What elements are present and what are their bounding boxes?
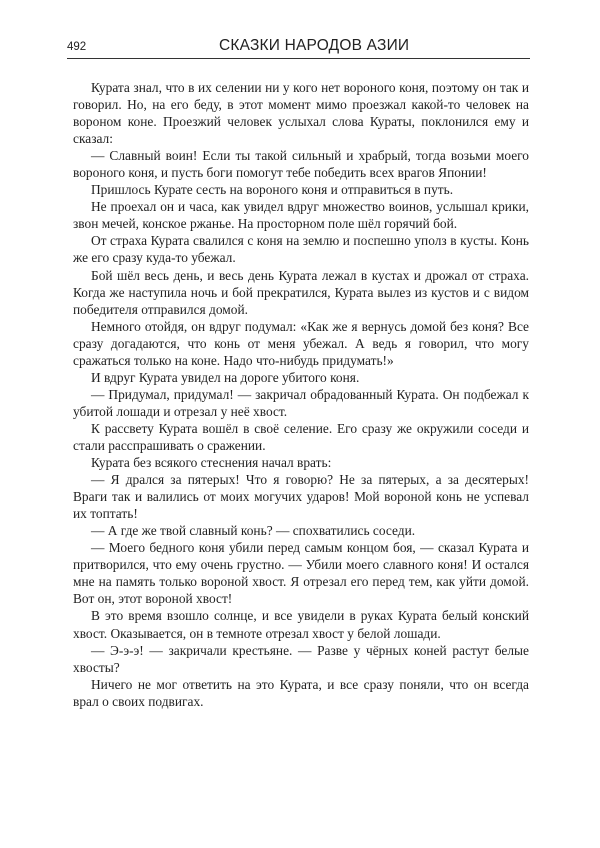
paragraph: Бой шёл весь день, и весь день Курата лежал в кустах и дрожал от страха. Когда же наступила ночь и бой прекратился, Курата вылез из кустов и с видом победителя отправился домой. [73, 267, 529, 317]
paragraph: Курата знал, что в их селении ни у кого нет вороного коня, поэтому он так и говорил. Но, на его беду, в этот момент мимо проезжал какой-то человек на вороном коне. Проезжий человек услыхал слова Кураты, поклонился ему и сказал: [73, 80, 529, 147]
paragraph: — Придумал, придумал! — закричал обрадованный Курата. Он подбежал к убитой лошади и отрезал у неё хвост. [73, 386, 529, 419]
paragraph: От страха Курата свалился с коня на землю и поспешно уполз в кусты. Конь же его сразу куда-то убежал. [73, 233, 529, 266]
paragraph: — Славный воин! Если ты такой сильный и храбрый, тогда возьми моего вороного коня, и пусть боги помогут тебе победить всех врагов Японии! [73, 148, 529, 181]
paragraph: — А где же твой славный конь? — спохватились соседи. [91, 523, 416, 539]
paragraph: Пришлось Курате сесть на вороного коня и отправиться в путь. [91, 182, 454, 198]
page-header [67, 36, 530, 59]
running-title: СКАЗКИ НАРОДОВ АЗИИ [219, 37, 410, 54]
page-number: 492 [67, 41, 87, 53]
paragraph: К рассвету Курата вошёл в своё селение. Его сразу же окружили соседи и стали расспрашивать о сражении. [73, 420, 529, 453]
story-text [73, 79, 529, 710]
paragraph: Курата без всякого стеснения начал врать: [91, 455, 332, 471]
paragraph: В это время взошло солнце, и все увидели в руках Курата белый конский хвост. Оказывается, он в темноте отрезал хвост у белой лошади. [73, 608, 529, 641]
paragraph: — Моего бедного коня убили перед самым концом боя, — сказал Курата и притворился, что ему очень грустно. — Убили моего славного коня! И остался мне на память только вороной хвост. Я отрезал его перед тем, как уйти домой. Вот он, этот вороной хвост! [73, 540, 529, 607]
paragraph: Не проехал он и часа, как увидел вдруг множество воинов, услышал крики, звон мечей, конское ржанье. На просторном поле шёл горячий бой. [73, 199, 529, 232]
paragraph: И вдруг Курата увидел на дороге убитого коня. [91, 369, 360, 385]
paragraph: Ничего не мог ответить на это Курата, и все сразу поняли, что он всегда врал о своих подвигах. [73, 676, 529, 709]
paragraph: — Я дрался за пятерых! Что я говорю? Не за пятерых, а за десятерых! Враги так и валились от моих могучих ударов! Мой вороной конь не успевал их топтать! [73, 472, 529, 522]
paragraph: — Э-э-э! — закричали крестьяне. — Разве у чёрных коней растут белые хвосты? [73, 642, 529, 675]
paragraph: Немного отойдя, он вдруг подумал: «Как же я вернусь домой без коня? Все сразу догадаются, что конь от меня убежал. А ведь я говорил, что могу сражаться только на коне. Надо что-нибудь придумать!» [73, 318, 529, 368]
